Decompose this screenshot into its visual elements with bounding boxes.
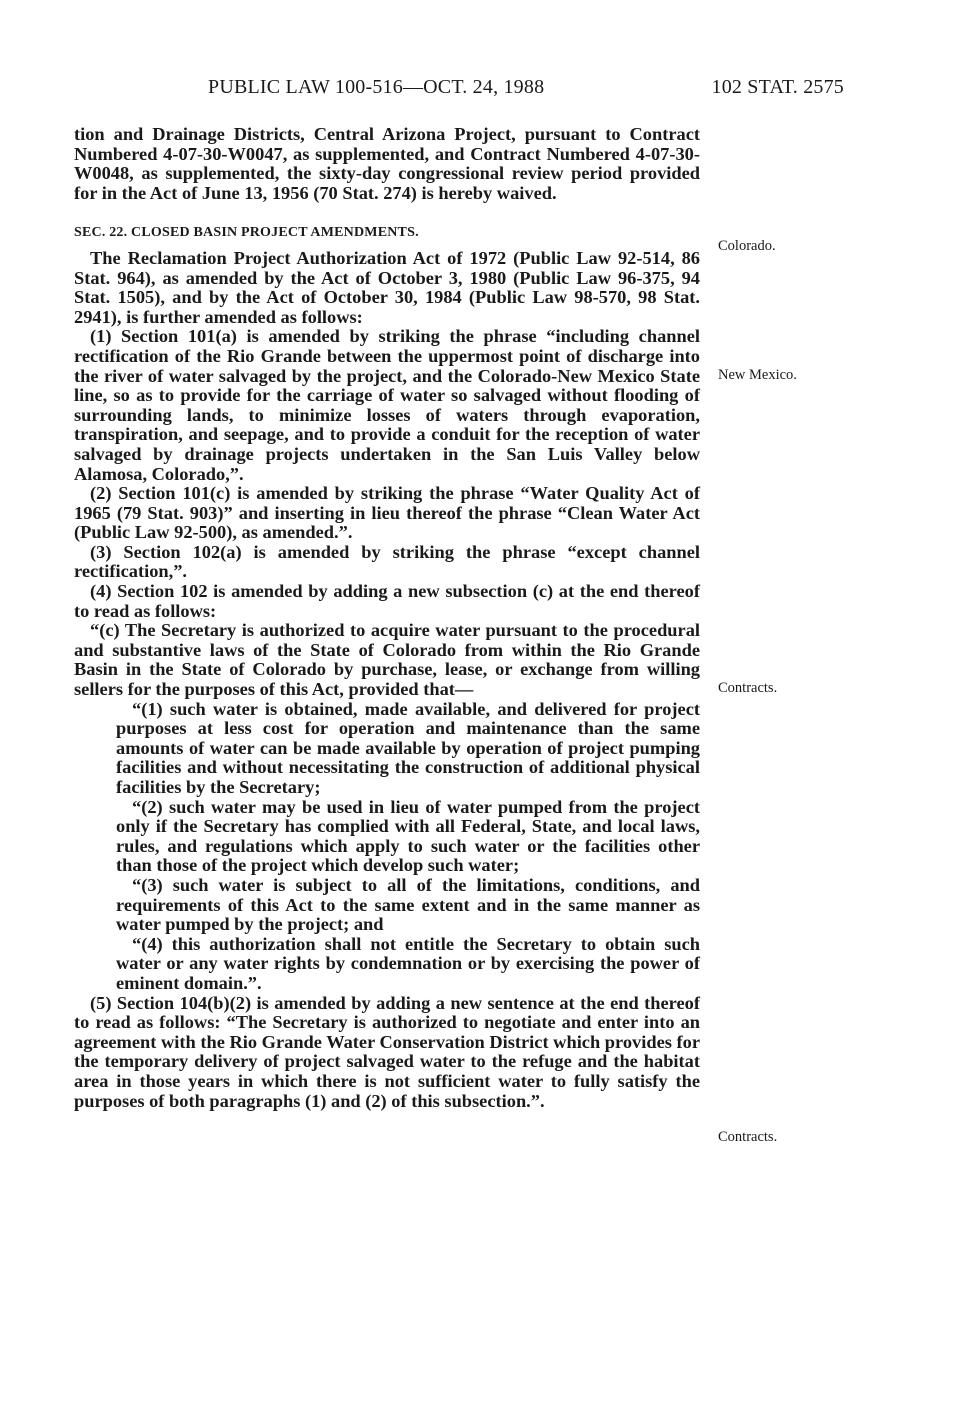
proviso-list [74,700,700,994]
margin-note-colorado: Colorado. [718,238,776,254]
header-title: PUBLIC LAW 100-516—OCT. 24, 1988 [208,76,545,98]
proviso-3: “(3) such water is subject to all of the limitations, conditions, and requirements of this Act to the same extent and in the same manner as water pumped by the project; and [116,874,700,935]
intro-paragraph: tion and Drainage Districts, Central Arizona Project, pursuant to Contract Numbered 4-07-30-W0047, as supplemented, and Contract Numbered 4-07-30-W0048, as supplemented, the sixty-day congressional review period provided for in the Act of June 13, 1956 (70 Stat. 274) is hereby waived. [74,124,700,203]
margin-note-new-mexico: New Mexico. [718,367,797,383]
amendment-item-4: (4) Section 102 is amended by adding a new subsection (c) at the end thereof to read as follows: [74,581,700,621]
amendment-item-5: (5) Section 104(b)(2) is amended by adding a new sentence at the end thereof to read as follows: “The Secretary is authorized to negotiate and enter into an agreement with the Rio Grande Water Conservation District which provides for the temporary delivery of project salvaged water to the refuge and the habitat area in those years in which there is not sufficient water to fully satisfy the purposes of both paragraphs (1) and (2) of this subsection.”. [74,992,700,1111]
page-header [74,76,844,104]
margin-note-contracts-1: Contracts. [718,680,778,696]
margin-note-contracts-2: Contracts. [718,1129,778,1145]
header-stat-page: 102 STAT. 2575 [711,76,844,98]
amendment-item-2: (2) Section 101(c) is amended by striking the phrase “Water Quality Act of 1965 (79 Stat. 903)” and inserting in lieu thereof the phrase “Clean Water Act (Public Law 92-500), as amended.”. [74,483,700,543]
proviso-1: “(1) such water is obtained, made available, and delivered for project purposes at less cost for operation and maintenance than the same amounts of water can be made available by operation of project pumping facilities and without necessitating the construction of additional physical facilities by the Secretary; [116,698,700,797]
subsection-c: “(c) The Secretary is authorized to acquire water pursuant to the procedural and substantive laws of the State of Colorado from within the Rio Grande Basin in the State of Colorado by purchase, lease, or exchange from willing sellers for the purposes of this Act, provided that— [74,620,700,700]
proviso-2: “(2) such water may be used in lieu of water pumped from the project only if the Secretary has complied with all Federal, State, and local laws, rules, and regulations which apply to such water or the facilities other than those of the project which develop such water; [116,796,700,876]
amendment-item-3: (3) Section 102(a) is amended by striking the phrase “except channel rectification,”. [74,541,700,582]
section-heading: SEC. 22. CLOSED BASIN PROJECT AMENDMENTS. [74,225,419,241]
amendment-item-1: (1) Section 101(a) is amended by striking the phrase “including channel rectification of the Rio Grande between the uppermost point of discharge into the river of water salvaged by the project, and the Colorado-New Mexico State line, so as to provide for the carriage of water so salvaged without flooding of surrounding lands, to minimize losses of waters through evaporation, transpiration, and seepage, and to provide a conduit for the reception of water salvaged by drainage projects undertaken in the San Luis Valley below Alamosa, Colorado,”. [74,326,700,484]
proviso-4: “(4) this authorization shall not entitle the Secretary to obtain such water or any water rights by condemnation or by exercising the power of eminent domain.”. [116,933,700,993]
section-intro: The Reclamation Project Authorization Act of 1972 (Public Law 92-514, 86 Stat. 964), as amended by the Act of October 3, 1980 (Public Law 96-375, 94 Stat. 1505), and by the Act of October 30, 1984 (Public Law 98-570, 98 Stat. 2941), is further amended as follows: [74,247,700,327]
document-body [74,125,700,1111]
